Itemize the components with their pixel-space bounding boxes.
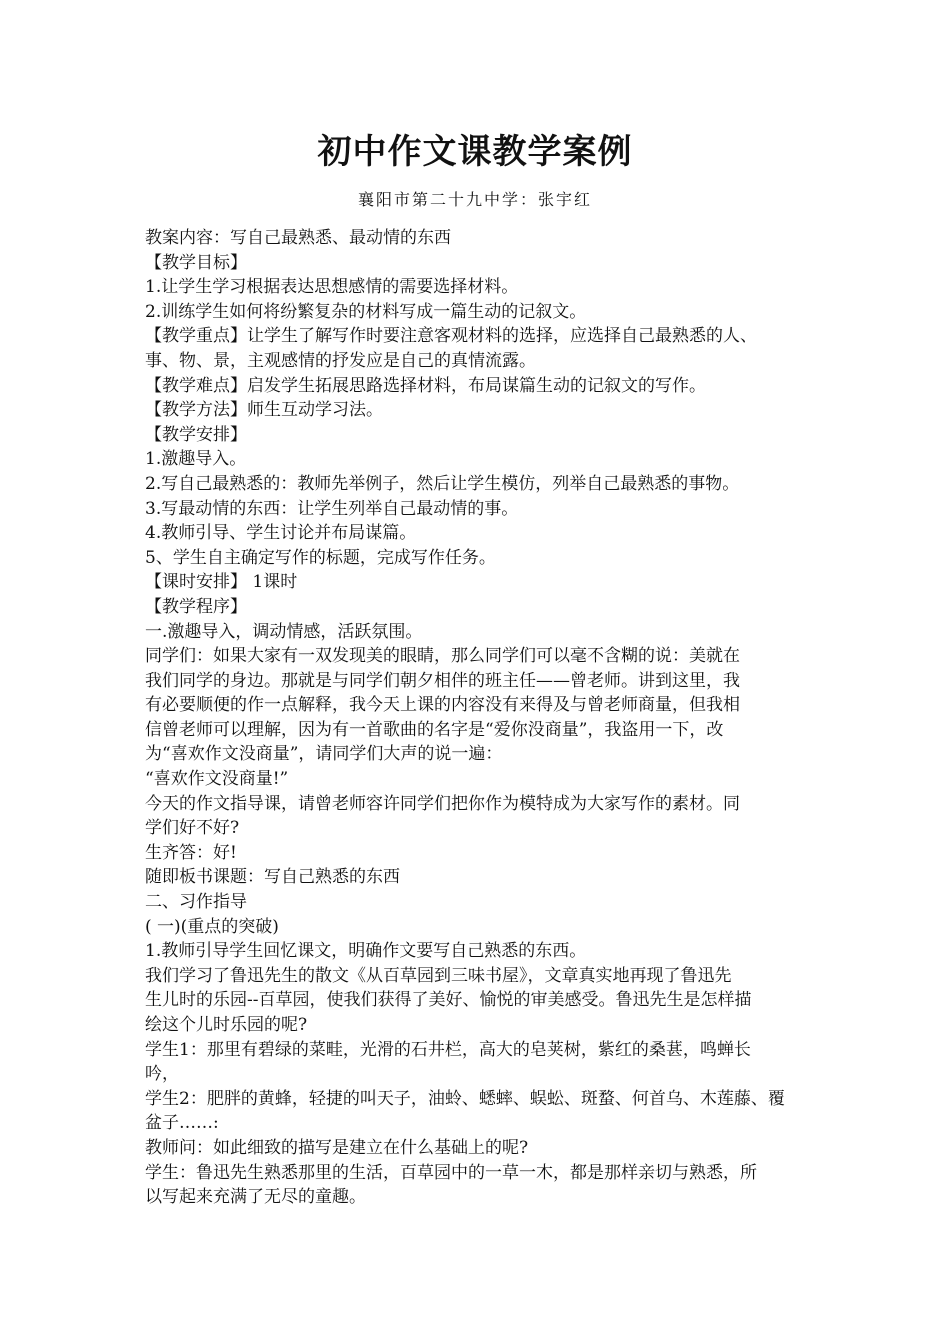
text-line: 【教学目标】 <box>145 252 247 273</box>
document-author: 襄阳市第二十九中学：张宇红 <box>357 190 592 209</box>
text-line: 2.写自己最熟悉的：教师先举例子，然后让学生模仿，列举自己最熟悉的事物。 <box>145 473 740 494</box>
document-body <box>145 226 811 1210</box>
text-line: 一.激趣导入，调动情感，活跃氛围。 <box>145 621 423 642</box>
text-line: 随即板书课题：写自己熟悉的东西 <box>145 867 400 888</box>
text-line: 教师问：如此细致的描写是建立在什么基础上的呢? <box>145 1137 529 1158</box>
text-line: 盆子……: <box>145 1113 219 1134</box>
text-line: 1.教师引导学生回忆课文，明确作文要写自己熟悉的东西。 <box>145 941 587 962</box>
text-line: 以写起来充满了无尽的童趣。 <box>145 1187 366 1208</box>
text-line: 同学们：如果大家有一双发现美的眼睛，那么同学们可以毫不含糊的说：美就在 <box>145 646 740 667</box>
text-line: 学生2：肥胖的黄蜂，轻捷的叫天子，油蛉、蟋蟀、蜈蚣、斑蝥、何首乌、木莲藤、覆 <box>145 1088 785 1109</box>
text-line: 生儿时的乐园--百草园，使我们获得了美好、愉悦的审美感受。鲁迅先生是怎样描 <box>145 990 752 1011</box>
text-line: 生齐答：好! <box>145 842 237 863</box>
text-line: 【教学程序】 <box>145 596 247 617</box>
text-line: 绘这个儿时乐园的呢? <box>145 1015 308 1035</box>
text-line: 1.让学生学习根据表达思想感情的需要选择材料。 <box>145 277 519 298</box>
document-title: 初中作文课教学案例 <box>317 132 633 172</box>
text-line: 【教学难点】启发学生拓展思路选择材料，布局谋篇生动的记叙文的写作。 <box>145 375 706 396</box>
text-line: 我们学习了鲁迅先生的散文《从百草园到三味书屋》，文章真实地再现了鲁迅先 <box>145 965 732 986</box>
text-line: 学生1：那里有碧绿的菜畦，光滑的石井栏，高大的皂荚树，紫红的桑葚，鸣蝉长 <box>145 1039 751 1060</box>
text-line: 有必要顺便的作一点解释，我今天上课的内容没有来得及与曾老师商量，但我相 <box>145 695 740 716</box>
text-line: 5、学生自主确定写作的标题，完成写作任务。 <box>145 547 496 568</box>
text-line: 事、物、景，主观感情的抒发应是自己的真情流露。 <box>145 350 536 371</box>
text-line: 学们好不好? <box>145 818 240 839</box>
text-line: 为“喜欢作文没商量”，请同学们大声的说一遍： <box>145 744 503 765</box>
text-line: 教案内容：写自己最熟悉、最动情的东西 <box>145 228 451 248</box>
text-line: 【教学安排】 <box>145 424 247 445</box>
text-line: 1.激趣导入。 <box>145 449 247 470</box>
text-line: 吟， <box>145 1064 179 1085</box>
text-line: 2.训练学生如何将纷繁复杂的材料写成一篇生动的记叙文。 <box>145 301 587 322</box>
text-line: ( 一)(重点的突破) <box>145 916 279 937</box>
text-line: 【教学重点】让学生了解写作时要注意客观材料的选择，应选择自己最熟悉的人、 <box>145 326 757 347</box>
text-line: 二、习作指导 <box>145 892 247 913</box>
text-line: “喜欢作文没商量!” <box>145 769 289 790</box>
text-line: 4.教师引导、学生讨论并布局谋篇。 <box>145 523 417 544</box>
text-line: 信曾老师可以理解，因为有一首歌曲的名字是“爱你没商量”，我盗用一下，改 <box>145 719 724 740</box>
text-line: 学生：鲁迅先生熟悉那里的生活，百草园中的一草一木，都是那样亲切与熟悉，所 <box>145 1162 757 1183</box>
text-line: 【教学方法】师生互动学习法。 <box>145 400 383 421</box>
text-line: 【课时安排】 1课时 <box>145 572 298 593</box>
text-line: 3.写最动情的东西：让学生列举自己最动情的事。 <box>145 498 519 519</box>
text-line: 我们同学的身边。那就是与同学们朝夕相伴的班主任——曾老师。讲到这里，我 <box>145 670 740 691</box>
text-line: 今天的作文指导课，请曾老师容许同学们把你作为模特成为大家写作的素材。同 <box>145 793 740 814</box>
